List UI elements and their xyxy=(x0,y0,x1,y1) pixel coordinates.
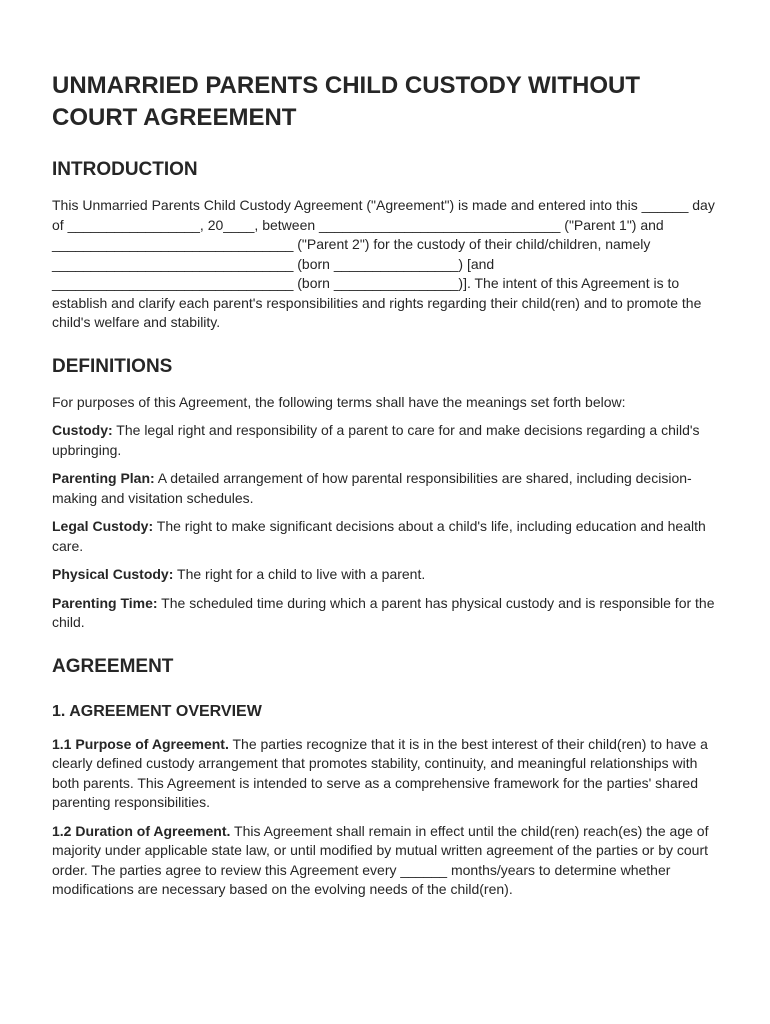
definition-term: Legal Custody: xyxy=(52,518,154,534)
introduction-paragraph: This Unmarried Parents Child Custody Agreement ("Agreement") is made and entered into this ______ day of _________________, 20____, between _______________________________ ("Parent 1") and _______________________________ ("Parent 2") for the custody of their child/children, namely _______________________________ (born ________________) [and _______________________________ (born ________________)]. The intent of this Agreement is to establish and clarify each parent's responsibilities and rights regarding their child(ren) and to promote the child's welfare and stability. xyxy=(52,197,715,330)
definition-item-legal-custody xyxy=(52,517,718,556)
definition-item-parenting-plan xyxy=(52,469,718,508)
definitions-lead: For purposes of this Agreement, the following terms shall have the meanings set forth below: xyxy=(52,393,626,410)
definition-item-physical-custody xyxy=(52,565,718,585)
definition-text: The right for a child to live with a parent. xyxy=(173,566,426,582)
definition-text: The legal right and responsibility of a parent to care for and make decisions regarding a child's upbringing. xyxy=(52,422,700,458)
definition-item-parenting-time xyxy=(52,594,718,633)
definition-text: The scheduled time during which a parent has physical custody and is responsible for the child. xyxy=(52,594,715,630)
definition-term: Parenting Plan: xyxy=(52,470,155,486)
clause-purpose xyxy=(52,735,718,813)
definition-term: Parenting Time: xyxy=(52,594,158,611)
definitions-heading: DEFINITIONS xyxy=(52,355,173,377)
clause-term: 1.2 Duration of Agreement. xyxy=(52,822,231,839)
agreement-heading: AGREEMENT xyxy=(52,655,174,677)
agreement-overview-heading: 1. AGREEMENT OVERVIEW xyxy=(52,702,262,720)
clause-duration xyxy=(52,822,718,900)
clause-text: This Agreement shall remain in effect until the child(ren) reach(es) the age of majority under applicable state law, or until modified by mutual written agreement of the parties or by court order. The parties agree to review this Agreement every ______ months/years to determine whether modifications are necessary based on the evolving needs of the child(ren). xyxy=(52,822,709,897)
definition-text: A detailed arrangement of how parental responsibilities are shared, including decision-making and visitation schedules. xyxy=(52,470,692,506)
document-title: UNMARRIED PARENTS CHILD CUSTODY WITHOUT COURT AGREEMENT xyxy=(52,72,640,131)
definition-term: Custody: xyxy=(52,422,113,438)
clause-text: The parties recognize that it is in the best interest of their child(ren) to have a clearly defined custody arrangement that promotes stability, continuity, and meaningful relationships with both parents. This Agreement is intended to serve as a comprehensive framework for the parties' shared parenting responsibilities. xyxy=(52,735,708,810)
clause-term: 1.1 Purpose of Agreement. xyxy=(52,735,229,752)
introduction-heading: INTRODUCTION xyxy=(52,159,198,180)
definition-term: Physical Custody: xyxy=(52,566,174,582)
definition-text: The right to make significant decisions about a child's life, including education and health care. xyxy=(52,518,706,554)
definition-item-custody xyxy=(52,421,718,460)
